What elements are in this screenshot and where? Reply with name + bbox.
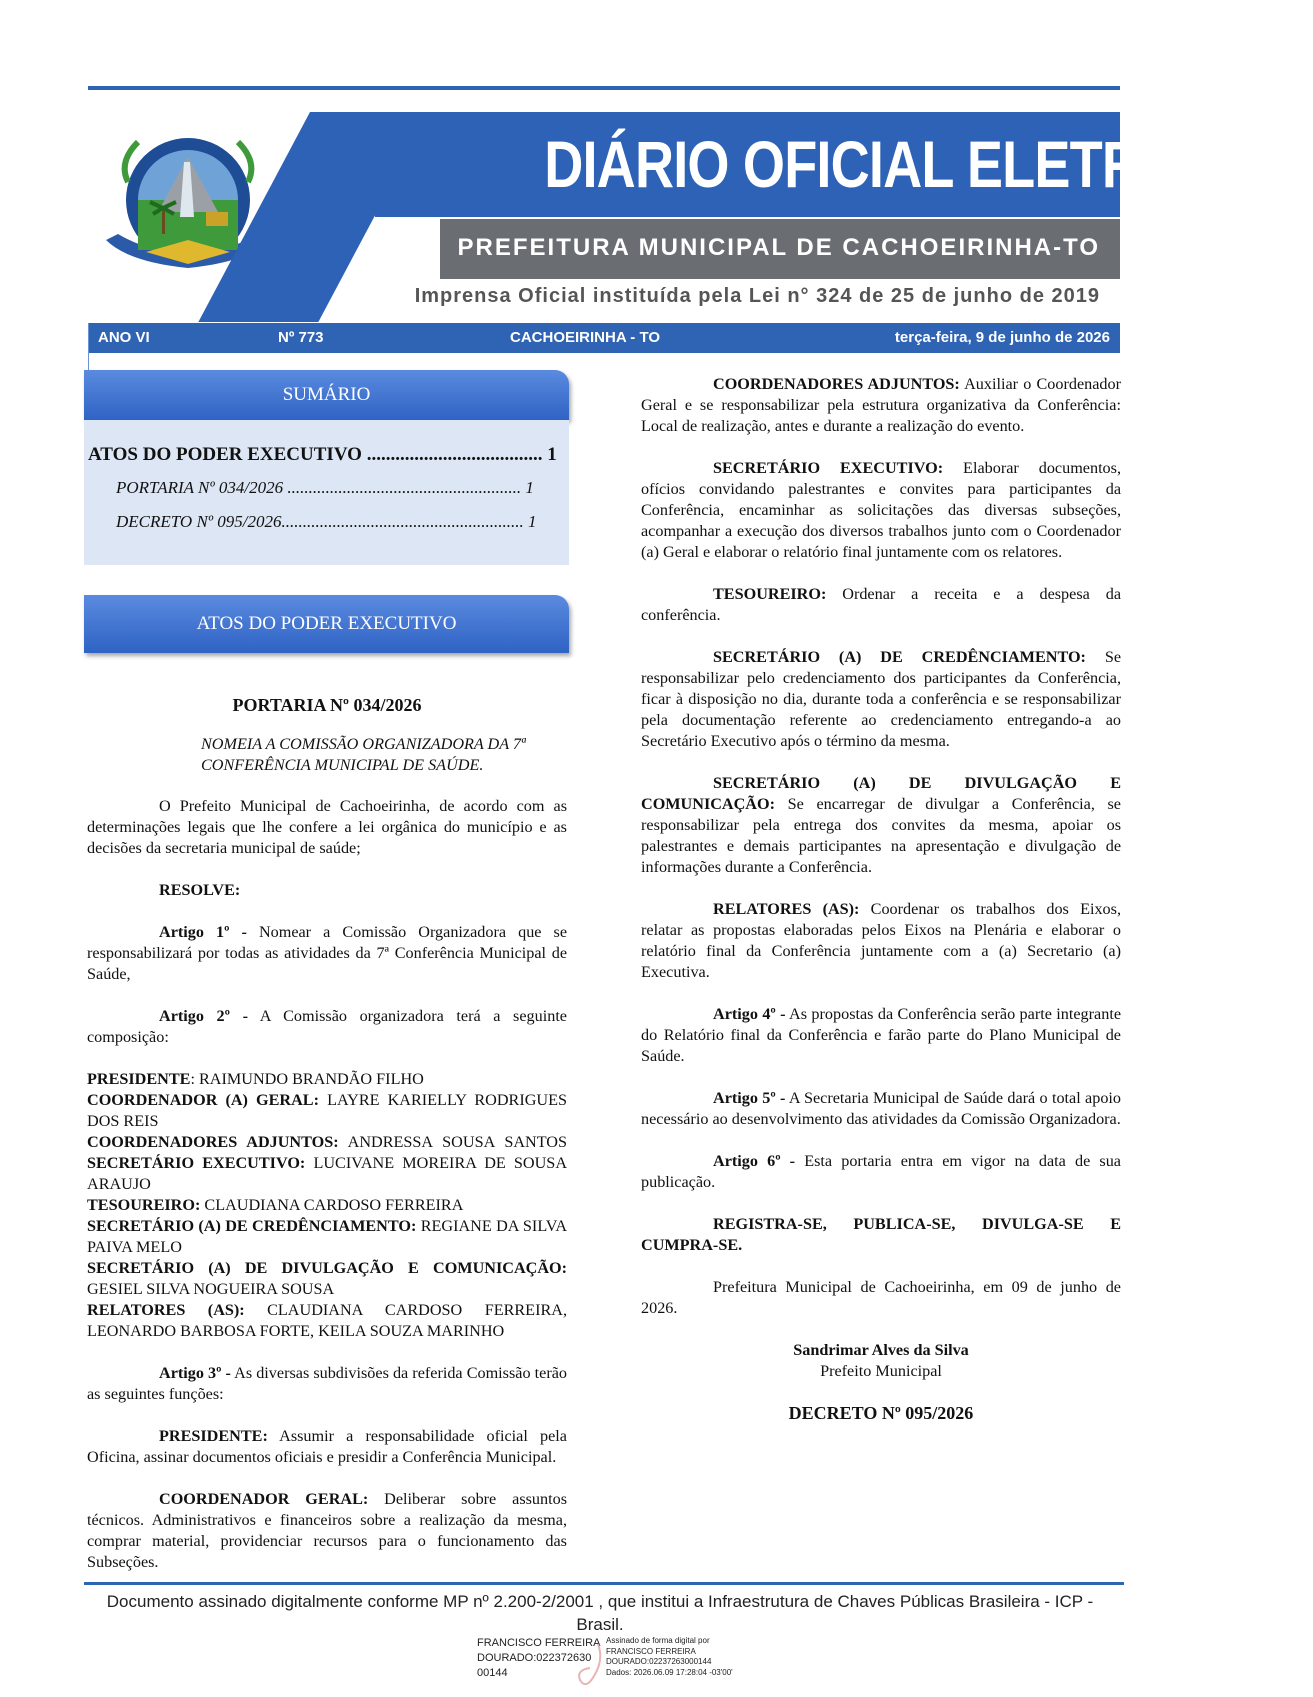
article-5: Artigo 5º - A Secretaria Municipal de Saúde dará o total apoio necessário ao desenvolvimento das atividades da Comissão Organizadora.	[641, 1089, 1122, 1128]
publication-law-line: Imprensa Oficial instituída pela Lei n° 324 de 25 de junho de 2019	[414, 285, 1100, 307]
edition-number: Nº 773	[278, 329, 324, 346]
edition-city: CACHOEIRINHA - TO	[510, 329, 660, 346]
portaria-title: PORTARIA Nº 034/2026	[232, 695, 422, 715]
digital-signer-detail: Assinado de forma digital por FRANCISCO FERREIRA DOURADO:02237263000144 Dados: 2026.06.09 17:28:04 -03'00'	[606, 1636, 733, 1677]
function-executive-secretary: SECRETÁRIO EXECUTIVO: Elaborar documentos, ofícios convidando palestrantes e convites para participantes da Conferência, encaminhar as solicitações das diversas subseções, acompanhar a execução dos diversos trabalhos junto com o Coordenador (a) Geral e elaborar o relatório final juntamente com os relatores.	[641, 459, 1122, 561]
signer-name: Sandrimar Alves da Silva	[793, 1341, 969, 1359]
function-rapporteurs: RELATORES (AS): Coordenar os trabalhos dos Eixos, relatar as propostas elaboradas pelos Eixos na Plenária e elaborar o relatório final da Conferência juntamente com a (a) Secretario (a) Executiva.	[641, 900, 1121, 981]
edition-year: ANO VI	[98, 329, 150, 346]
summary-entry[interactable]: DECRETO Nº 095/2026......................................................... 1	[116, 512, 537, 531]
edition-info-bar	[88, 323, 1120, 353]
article-2: Artigo 2º - A Comissão organizadora terá a seguinte composição:	[87, 1007, 567, 1046]
portaria-left-column	[87, 695, 567, 1573]
function-adjunct-coordinators: COORDENADORES ADJUNTOS: Auxiliar o Coordenador Geral e se responsabilizar pela estrutura organizativa da Conferência: Local de realização, antes e durante a realização do evento.	[641, 375, 1121, 435]
article-1: Artigo 1º - Nomear a Comissão Organizadora que se responsabilizará por todas as atividades da 7ª Conferência Municipal de Saúde,	[87, 923, 568, 983]
publication-subtitle: PREFEITURA MUNICIPAL DE CACHOEIRINHA-TO	[457, 234, 1100, 261]
portaria-right-column	[641, 374, 1121, 1424]
edition-date: terça-feira, 9 de junho de 2026	[894, 329, 1110, 346]
signer-role: Prefeito Municipal	[820, 1362, 942, 1380]
function-communication-secretary: SECRETÁRIO (A) DE DIVULGAÇÃO E COMUNICAÇÃO: Se encarregar de divulgar a Conferência, se responsabilizar pela entrega dos convites da mesma, apoiar os palestrantes e demais participantes na apresentação e divulgação de informações durante a Conferência.	[641, 774, 1121, 876]
header-top-rule	[88, 86, 1120, 90]
summary-header: SUMÁRIO	[84, 370, 569, 420]
article-3: Artigo 3º - As diversas subdivisões da referida Comissão terão as seguintes funções:	[87, 1364, 567, 1403]
summary-box	[84, 420, 569, 565]
article-4: Artigo 4º - As propostas da Conferência serão parte integrante do Relatório final da Conferência e farão parte do Plano Municipal de Saúde.	[641, 1005, 1122, 1065]
portaria-ementa: NOMEIA A COMISSÃO ORGANIZADORA DA 7ª CONFERÊNCIA MUNICIPAL DE SAÚDE.	[201, 735, 526, 774]
portaria-preamble: O Prefeito Municipal de Cachoeirinha, de acordo com as determinações legais que lhe confere a lei orgânica do município e as decisões da secretaria municipal de saúde;	[87, 797, 567, 857]
commission-members: PRESIDENTE: RAIMUNDO BRANDÃO FILHO COORDENADOR (A) GERAL: LAYRE KARIELLY RODRIGUES DOS REIS COORDENADORES ADJUNTOS: ANDRESSA SOUSA SANTOS SECRETÁRIO EXECUTIVO: LUCIVANE MOREIRA DE SOUSA ARAUJO TESOUREIRO: CLAUDIANA CARDOSO FERREIRA SECRETÁRIO (A) DE CREDÊNCIAMENTO: REGIANE DA SILVA PAIVA MELO SECRETÁRIO (A) DE DIVULGAÇÃO E COMUNICAÇÃO: GESIEL SILVA NOGUEIRA SOUSA RELATORES (AS): CLAUDIANA CARDOSO FERREIRA, LEONARDO BARBOSA FORTE, KEILA SOUZA MARINHO	[87, 1070, 568, 1340]
portaria-resolve: RESOLVE:	[159, 881, 241, 899]
section-header: ATOS DO PODER EXECUTIVO	[84, 595, 569, 653]
decreto-title: DECRETO Nº 095/2026	[788, 1403, 974, 1423]
function-accreditation-secretary: SECRETÁRIO (A) DE CREDÊNCIAMENTO: Se responsabilizar pelo credenciamento dos participantes da Conferência, ficar à disposição no dia, durante toda a conferência e se responsabilizar pela documentação referente ao credenciamento entregando-a ao Secretário Executivo após o término da mesma.	[641, 648, 1122, 750]
footer-rule	[84, 1582, 1124, 1585]
digital-signature-notice: Documento assinado digitalmente conforme MP nº 2.200-2/2001 , que institui a Infraestrutura de Chaves Públicas Brasileira - ICP - Brasil.	[106, 1592, 1094, 1634]
info-separator	[88, 323, 89, 353]
article-6: Artigo 6º - Esta portaria entra em vigor na data de sua publicação.	[641, 1152, 1121, 1191]
function-treasurer: TESOUREIRO: Ordenar a receita e a despesa da conferência.	[641, 585, 1121, 624]
function-general-coordinator: COORDENADOR GERAL: Deliberar sobre assuntos técnicos. Administrativos e financeiros sobre a realização da mesma, comprar material, providenciar recursos para o funcionamento das Subseções.	[87, 1490, 567, 1571]
digital-signer-name: FRANCISCO FERREIRA DOURADO:022372630 00144	[477, 1637, 600, 1679]
summary-entry[interactable]: PORTARIA Nº 034/2026 ....................................................... 1	[116, 478, 534, 497]
function-president: PRESIDENTE: Assumir a responsabilidade oficial pela Oficina, assinar documentos oficiais e presidir a Conferência Municipal.	[87, 1427, 567, 1466]
publication-title: DIÁRIO OFICIAL ELETRÔNICO	[544, 127, 1313, 201]
portaria-place-date: Prefeitura Municipal de Cachoeirinha, em 09 de junho de 2026.	[641, 1278, 1121, 1317]
portaria-closing: REGISTRA-SE, PUBLICA-SE, DIVULGA-SE E CUMPRA-SE.	[641, 1215, 1121, 1254]
summary-entry[interactable]: ATOS DO PODER EXECUTIVO ..................................... 1	[88, 444, 557, 465]
